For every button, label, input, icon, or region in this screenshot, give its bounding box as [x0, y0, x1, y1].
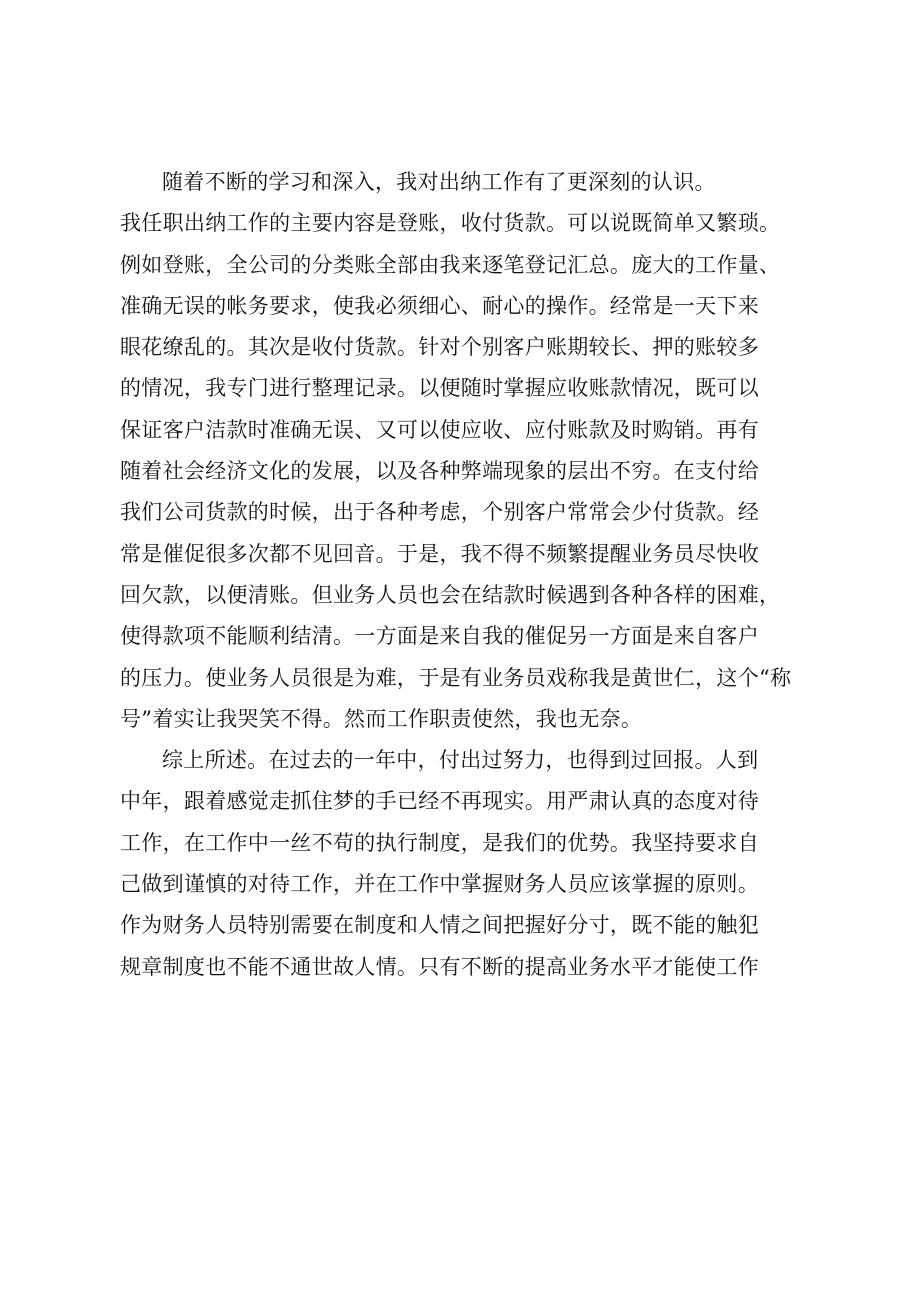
text-line: 准确无误的帐务要求，使我必须细心、耐心的操作。经常是一天下来: [120, 293, 759, 318]
text-line: 保证客户洁款时准确无误、又可以使应收、应付账款及时购销。再有: [120, 417, 759, 442]
text-line: 的压力。使业务人员很是为难，于是有业务员戏称我是黄世仁，这个“称: [120, 665, 792, 690]
text-line: 例如登账，全公司的分类账全部由我来逐笔登记汇总。庞大的工作量、: [120, 252, 781, 277]
text-line: 号”着实让我哭笑不得。然而工作职责使然，我也无奈。: [120, 706, 643, 731]
text-line: 中年，跟着感觉走抓住梦的手已经不再现实。用严肃认真的态度对待: [120, 789, 759, 814]
text-line: 我们公司货款的时候，出于各种考虑，个别客户常常会少付货款。经: [120, 500, 759, 525]
text-line: 我任职出纳工作的主要内容是登账，收付货款。可以说既简单又繁琐。: [120, 211, 781, 236]
text-line: 眼花缭乱的。其次是收付货款。针对个别客户账期较长、押的账较多: [120, 335, 759, 360]
text-line: 己做到谨慎的对待工作，并在工作中掌握财务人员应该掌握的原则。: [120, 872, 759, 897]
text-line: 规章制度也不能不通世故人情。只有不断的提高业务水平才能使工作: [120, 954, 759, 979]
text-line: 作为财务人员特别需要在制度和人情之间把握好分寸，既不能的触犯: [120, 913, 759, 938]
document-body: [120, 162, 820, 988]
text-line: 工作，在工作中一丝不苟的执行制度，是我们的优势。我坚持要求自: [120, 830, 759, 855]
text-line: 使得款项不能顺利结清。一方面是来自我的催促另一方面是来自客户: [120, 624, 759, 649]
text-line: 常是催促很多次都不见回音。于是，我不得不频繁提醒业务员尽快收: [120, 541, 759, 566]
text-line: 综上所述。在过去的一年中，付出过努力，也得到过回报。人到: [162, 748, 759, 773]
text-line: 回欠款，以便清账。但业务人员也会在结款时候遇到各种各样的困难，: [120, 582, 781, 607]
text-line: 随着社会经济文化的发展，以及各种弊端现象的层出不穷。在支付给: [120, 459, 759, 484]
text-line: 随着不断的学习和深入，我对出纳工作有了更深刻的认识。: [162, 170, 716, 194]
text-line: 的情况，我专门进行整理记录。以便随时掌握应收账款情况，既可以: [120, 376, 759, 401]
